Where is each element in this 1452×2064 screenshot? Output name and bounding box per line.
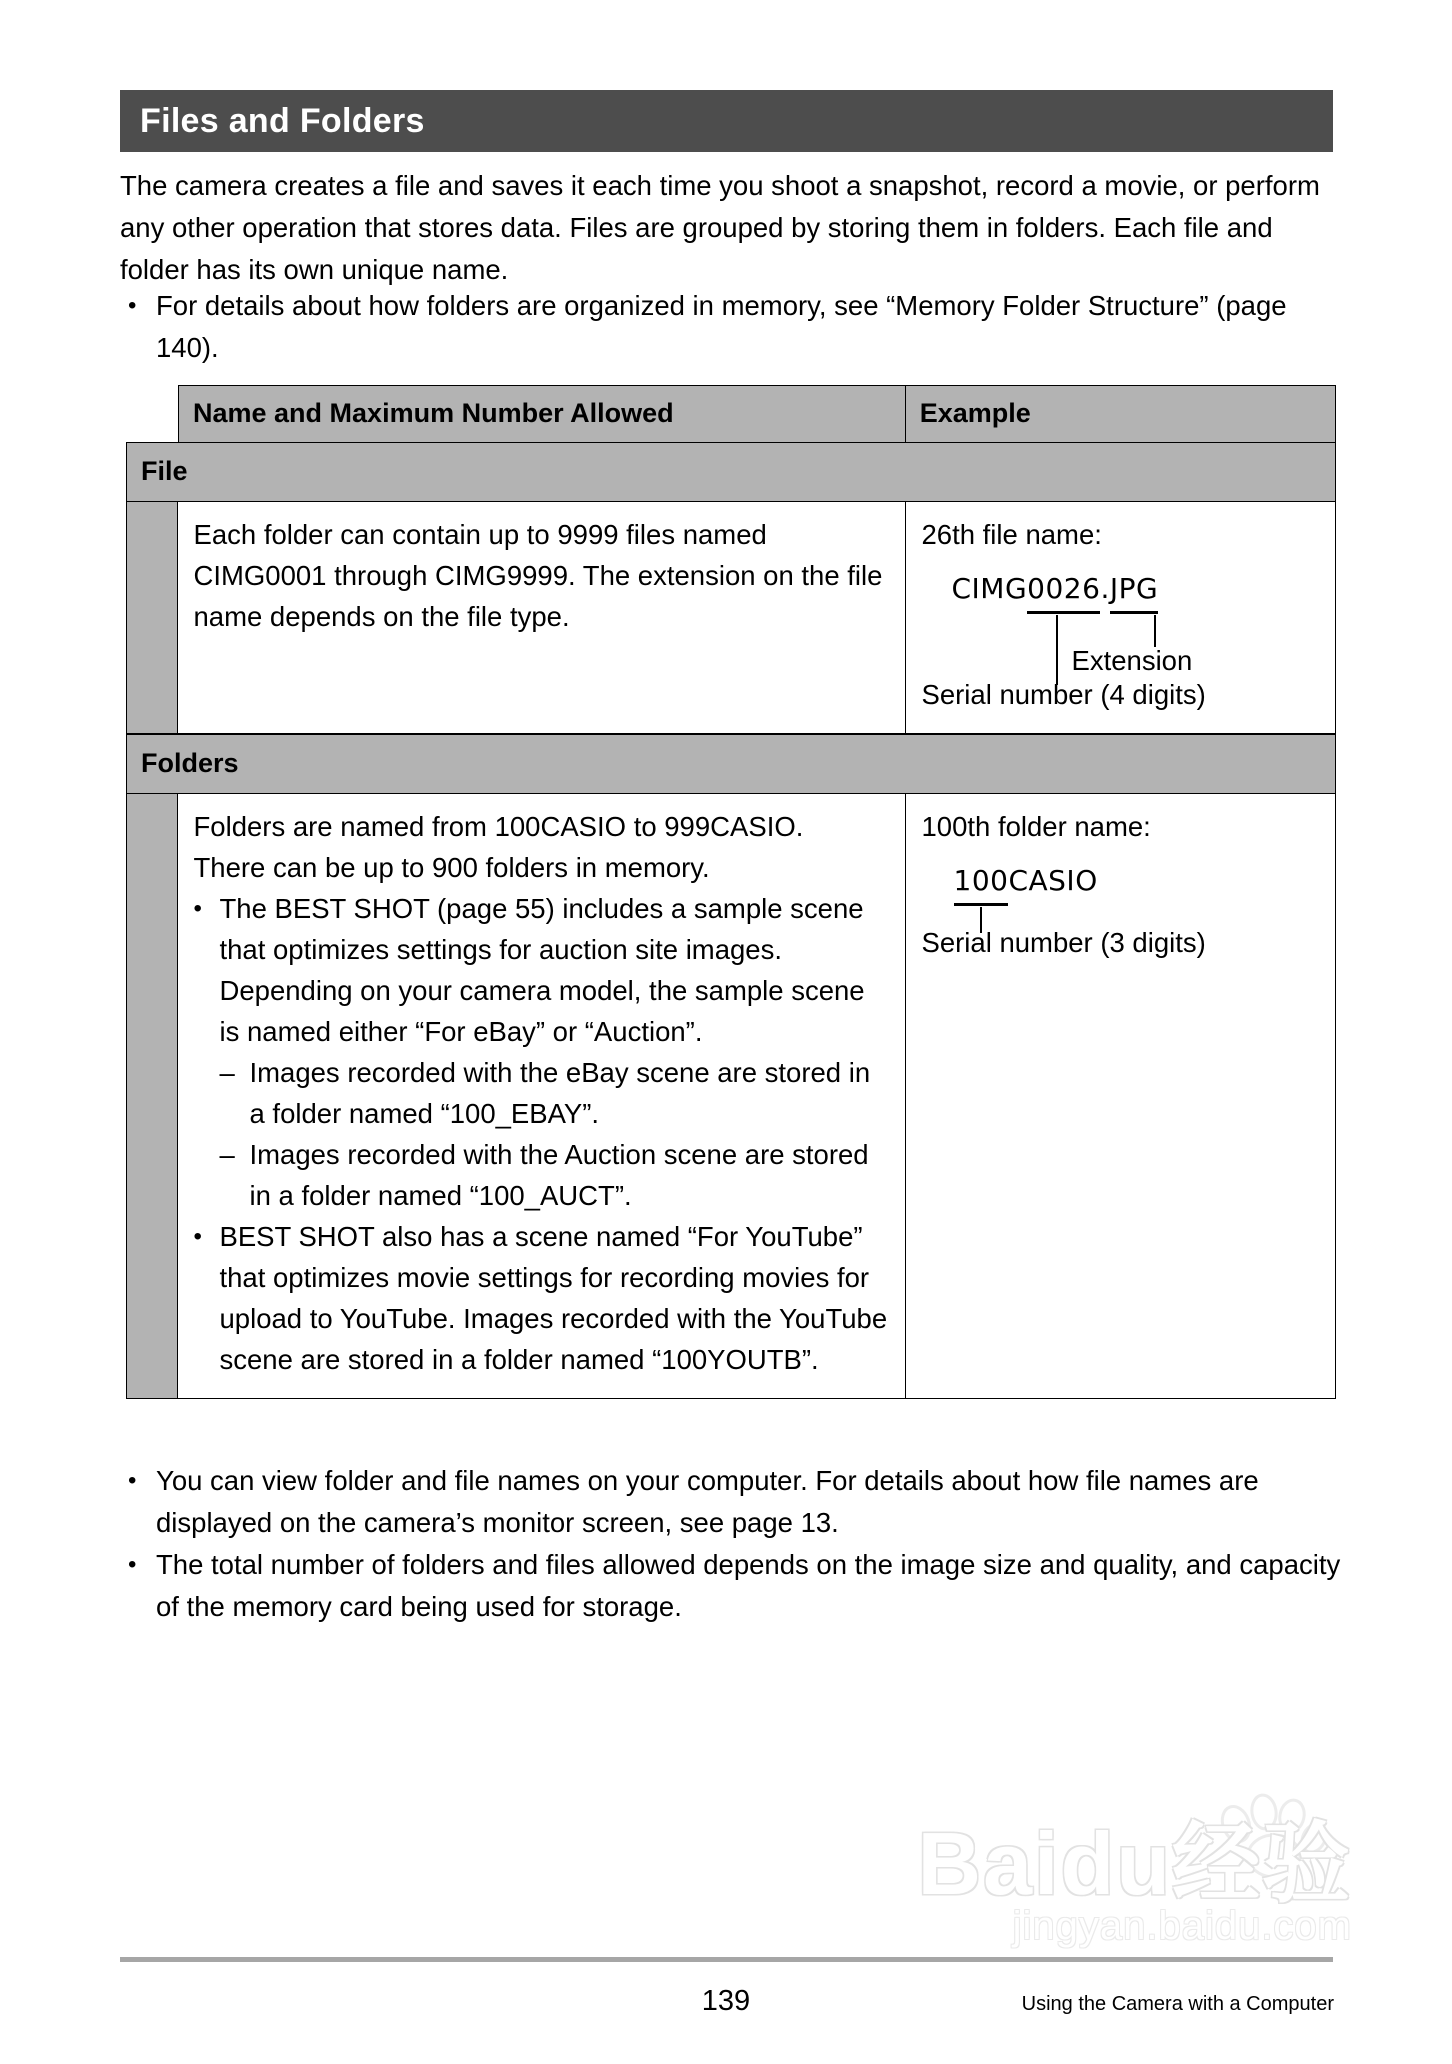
running-header-title: Using the Camera with a Computer — [1021, 1993, 1334, 2015]
list-item-text: The total number of folders and files allowed depends on the image size and quality, and capacity of the memory card being used for storage. — [156, 1549, 1341, 1622]
folders-max-text: There can be up to 900 folders in memory. — [193, 852, 710, 883]
notes-list — [128, 1460, 1343, 1628]
list-item — [128, 1460, 1343, 1544]
folder-serial-label: Serial number (3 digits) — [921, 927, 1206, 958]
section-heading-bar — [120, 90, 1333, 152]
folder-example-caption: 100th folder name: — [921, 811, 1151, 842]
watermark-sub-text: jingyan.baidu.com — [1012, 1904, 1352, 1948]
list-item — [194, 1216, 889, 1380]
file-description-cell: Each folder can contain up to 9999 files named CIMG0001 through CIMG9999. The extension on the file name depends on the file type. — [178, 502, 906, 733]
table-header-name: Name and Maximum Number Allowed — [179, 386, 906, 442]
sub-list-item — [194, 1134, 889, 1216]
table-header-example: Example — [906, 386, 1335, 442]
list-item-text: BEST SHOT also has a scene named “For YouTube” that optimizes movie settings for recording movies for upload to YouTube. Images recorded with the YouTube scene are stored in a folder named “100YOUTB”. — [219, 1221, 888, 1375]
list-item — [194, 888, 889, 1052]
folders-description-cell — [178, 794, 906, 1398]
foldername-serial: 100 — [954, 861, 1009, 901]
table-band-file: File — [126, 442, 1336, 502]
bullet-icon: • — [128, 1467, 137, 1494]
list-item-text: For details about how folders are organized in memory, see “Memory Folder Structure” (page 140). — [156, 290, 1287, 363]
filename-dot: . — [1100, 572, 1110, 605]
bullet-icon: • — [193, 895, 202, 922]
filename-serial: 0026 — [1027, 569, 1100, 609]
page-title: Files and Folders — [140, 102, 425, 140]
row-gutter — [127, 502, 178, 733]
sub-list-item — [194, 1052, 889, 1134]
folders-range-text: Folders are named from 100CASIO to 999CASIO. — [193, 811, 804, 842]
footer-divider — [120, 1957, 1333, 1962]
paw-watermark-icon — [1214, 1790, 1334, 1880]
dash-icon: – — [219, 1057, 235, 1088]
list-item — [128, 285, 1338, 369]
serial-leader-line — [1056, 615, 1059, 685]
filename-prefix: CIMG — [951, 572, 1028, 605]
list-item-text: You can view folder and file names on your computer. For details about how file names are displayed on the camera’s monitor screen, see page 13. — [156, 1465, 1259, 1538]
foldername-sample — [954, 861, 1098, 901]
list-item-text: The BEST SHOT (page 55) includes a sample scene that optimizes settings for auction site images. Depending on your camera model, the sample scene is named either “For eBay” or “Auction”. — [219, 893, 865, 1047]
sub-list-item-text: Images recorded with the eBay scene are stored in a folder named “100_EBAY”. — [249, 1057, 871, 1129]
intro-bullet-list — [128, 285, 1338, 369]
filename-extension: JPG — [1110, 569, 1158, 609]
bullet-icon: • — [128, 1551, 137, 1578]
page-number: 139 — [701, 1985, 751, 2017]
dash-icon: – — [219, 1139, 235, 1170]
table-header-row — [178, 385, 1336, 442]
watermark-main-text: Baidu经验 — [917, 1814, 1352, 1913]
file-example-cell — [906, 502, 1336, 733]
table-row — [126, 502, 1336, 734]
bullet-icon: • — [193, 1223, 202, 1250]
file-example-caption: 26th file name: — [921, 519, 1102, 550]
foldername-diagram — [922, 847, 1324, 967]
serial-label: Serial number (4 digits) — [921, 679, 1206, 710]
table-band-folders: Folders — [126, 734, 1336, 794]
row-gutter — [127, 794, 178, 1398]
table-row — [126, 794, 1336, 1399]
folders-example-cell — [906, 794, 1336, 1398]
extension-label: Extension — [1071, 645, 1193, 676]
bullet-icon: • — [128, 292, 137, 319]
intro-paragraph: The camera creates a file and saves it each time you shoot a snapshot, record a movie, or perform any other operation that stores data. Files are grouped by storing them in folders. Each file and folder has its own unique name. — [120, 170, 1320, 285]
list-item — [128, 1544, 1343, 1628]
sub-list-item-text: Images recorded with the Auction scene are stored in a folder named “100_AUCT”. — [249, 1139, 869, 1211]
filename-diagram — [922, 555, 1324, 715]
foldername-rest: CASIO — [1008, 864, 1098, 897]
files-folders-table — [126, 385, 1336, 1399]
filename-sample — [952, 569, 1159, 609]
